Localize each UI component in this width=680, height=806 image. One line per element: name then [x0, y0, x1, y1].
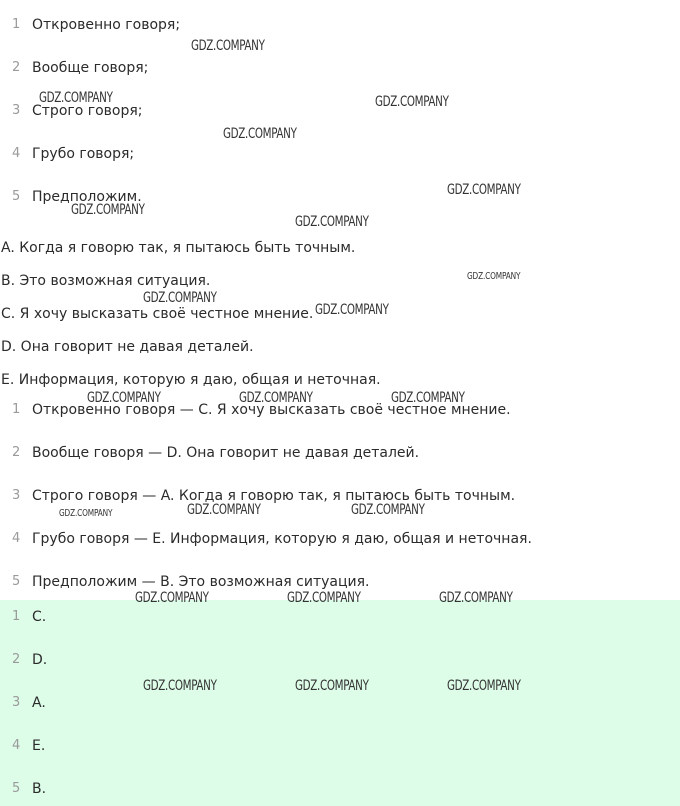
watermark: GDZ.COMPANY: [447, 182, 521, 198]
watermark: GDZ.COMPANY: [295, 214, 369, 230]
watermark: GDZ.COMPANY: [87, 390, 161, 406]
item-number: 4: [12, 531, 21, 546]
meaning-item: C. Я хочу высказать своё честное мнение.: [1, 306, 314, 322]
match-text: Вообще говоря — D. Она говорит не давая деталей.: [32, 445, 420, 461]
item-number: 2: [12, 652, 21, 667]
item-number: 2: [12, 60, 21, 75]
meaning-item: E. Информация, которую я даю, общая и неточная.: [1, 372, 381, 388]
phrase-text: Предположим.: [32, 189, 142, 205]
watermark: GDZ.COMPANY: [191, 38, 265, 54]
watermark: GDZ.COMPANY: [447, 678, 521, 694]
item-number: 1: [12, 609, 21, 624]
watermark: GDZ.COMPANY: [223, 126, 297, 142]
item-number: 3: [12, 695, 21, 710]
item-number: 1: [12, 402, 21, 417]
watermark: GDZ.COMPANY: [467, 271, 521, 282]
match-text: Предположим — B. Это возможная ситуация.: [32, 574, 370, 590]
item-number: 3: [12, 103, 21, 118]
match-text: Откровенно говоря — C. Я хочу высказать своё честное мнение.: [32, 402, 511, 418]
watermark: GDZ.COMPANY: [59, 508, 113, 519]
watermark: GDZ.COMPANY: [187, 502, 261, 518]
phrase-text: Вообще говоря;: [32, 60, 149, 76]
meaning-item: A. Когда я говорю так, я пытаюсь быть точным.: [1, 240, 356, 256]
item-number: 4: [12, 146, 21, 161]
answer-text: C.: [32, 609, 47, 625]
phrase-text: Строго говоря;: [32, 103, 143, 119]
watermark: GDZ.COMPANY: [315, 302, 389, 318]
watermark: GDZ.COMPANY: [287, 590, 361, 606]
match-text: Строго говоря — A. Когда я говорю так, я пытаюсь быть точным.: [32, 488, 516, 504]
match-text: Грубо говоря — E. Информация, которую я даю, общая и неточная.: [32, 531, 532, 547]
watermark: GDZ.COMPANY: [439, 590, 513, 606]
meaning-item: D. Она говорит не давая деталей.: [1, 339, 254, 355]
watermark: GDZ.COMPANY: [375, 94, 449, 110]
watermark: GDZ.COMPANY: [351, 502, 425, 518]
item-number: 2: [12, 445, 21, 460]
item-number: 1: [12, 17, 21, 32]
item-number: 3: [12, 488, 21, 503]
answer-block: [0, 600, 680, 806]
answer-text: D.: [32, 652, 48, 668]
item-number: 4: [12, 738, 21, 753]
phrase-text: Грубо говоря;: [32, 146, 135, 162]
watermark: GDZ.COMPANY: [39, 90, 113, 106]
watermark: GDZ.COMPANY: [391, 390, 465, 406]
item-number: 5: [12, 189, 21, 204]
item-number: 5: [12, 574, 21, 589]
watermark: GDZ.COMPANY: [71, 202, 145, 218]
meaning-item: B. Это возможная ситуация.: [1, 273, 211, 289]
answer-text: B.: [32, 781, 47, 797]
item-number: 5: [12, 781, 21, 796]
answer-text: E.: [32, 738, 46, 754]
watermark: GDZ.COMPANY: [135, 590, 209, 606]
watermark: GDZ.COMPANY: [143, 678, 217, 694]
watermark: GDZ.COMPANY: [239, 390, 313, 406]
watermark: GDZ.COMPANY: [295, 678, 369, 694]
phrase-text: Откровенно говоря;: [32, 17, 181, 33]
answer-text: A.: [32, 695, 46, 711]
watermark: GDZ.COMPANY: [143, 290, 217, 306]
